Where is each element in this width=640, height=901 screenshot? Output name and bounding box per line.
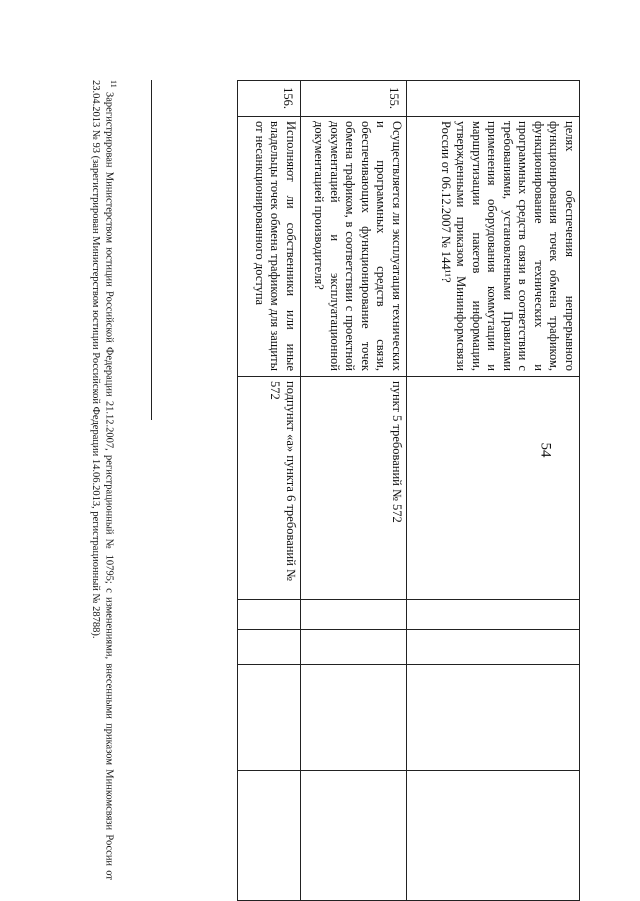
- footnote-marker: 11: [109, 80, 118, 88]
- answer-cell-yes: [238, 599, 301, 629]
- footnote-divider: [151, 80, 152, 420]
- question-text: Осуществляется ли эксплуатация технических и программных средств связи, обеспечивающих функционирование точек обмена трафиком, в соответствии с проектной документацией и эксплуатационной документацией производителя?: [312, 121, 404, 371]
- table-border: [579, 80, 580, 901]
- requirement-reference: [407, 376, 580, 599]
- answer-cell-yes: [301, 599, 407, 629]
- footnote-text: Зарегистрирован Министерством юстиции Российской Федерации 21.12.2007, регистрационный № 10795; с изменениями, внесенными приказом Минкомсвязи России от 23.04.2013 № 93 (зарегистрирован Министерством юстиции Российской Федерации 14.06.2013, регистрационный № 28788).: [90, 80, 115, 881]
- table-border: [300, 80, 301, 901]
- table-border: [238, 80, 580, 81]
- table-border: [238, 376, 580, 377]
- table-border: [238, 664, 580, 665]
- table-border: [406, 80, 407, 901]
- requirement-reference: пункт 5 требований № 572: [390, 381, 404, 523]
- row-number: 156.: [281, 87, 295, 109]
- requirement-reference: подпункт «а» пункта 6 требований № 572: [268, 381, 298, 581]
- table-border: [238, 599, 580, 600]
- answer-cell-no: [407, 629, 580, 664]
- table-border: [237, 80, 238, 901]
- table-border: [238, 770, 580, 771]
- page-number: 54: [537, 442, 554, 458]
- answer-cell-not-applicable: [301, 664, 407, 770]
- table-row: [238, 0, 301, 901]
- notes-cell: [301, 770, 407, 901]
- table-border: [238, 629, 580, 630]
- answer-cell-no: [301, 629, 407, 664]
- table-row: [301, 0, 407, 901]
- answer-cell-not-applicable: [238, 664, 301, 770]
- answer-cell-yes: [407, 599, 580, 629]
- footnote: [90, 80, 121, 880]
- row-number: 155.: [387, 87, 401, 109]
- answer-cell-not-applicable: [407, 664, 580, 770]
- answer-cell-no: [238, 629, 301, 664]
- question-text: Исполняют ли собственники или иные владельцы точек обмена трафиком для защиты от несанкционированного доступа: [253, 121, 298, 371]
- table-border: [238, 116, 580, 117]
- table-row: [407, 0, 580, 901]
- question-text: целях обеспечения непрерывного функционирования точек обмена трафиком, функционирование технических и программных средств связи в соответствии с требованиями, установленными Правилами применения оборудования коммутации и маршрутизации пакетов информации, утвержденными приказом Мининформсвязи России от 06.12.2007 № 144¹¹?: [439, 121, 577, 371]
- notes-cell: [238, 770, 301, 901]
- notes-cell: [407, 770, 580, 901]
- row-number: [407, 80, 580, 116]
